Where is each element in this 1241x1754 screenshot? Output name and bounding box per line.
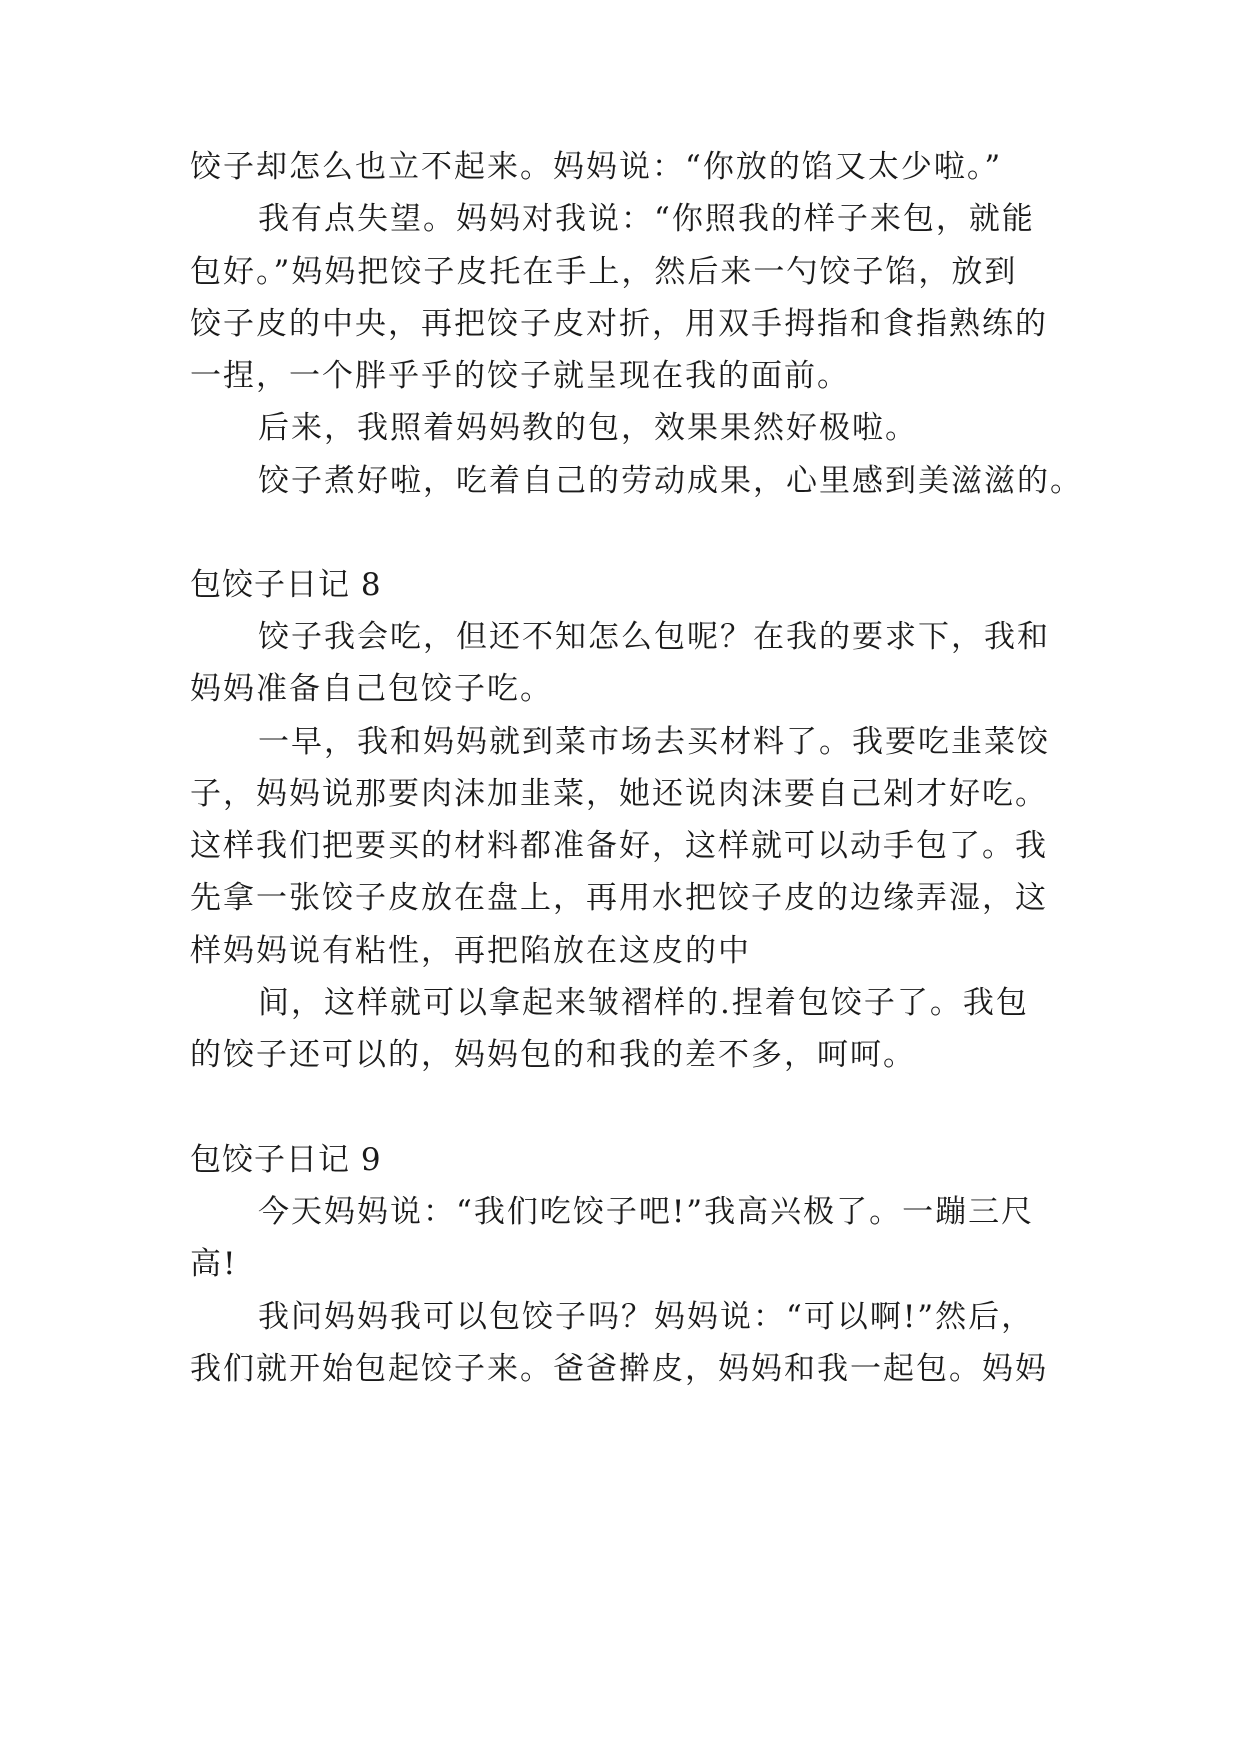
paragraph-line: 我们就开始包起饺子来。爸爸擀皮，妈妈和我一起包。妈妈: [190, 1351, 1048, 1387]
paragraph-line: 间，这样就可以拿起来皱褶样的.捏着包饺子了。我包: [258, 985, 1029, 1021]
paragraph-line: 这样我们把要买的材料都准备好，这样就可以动手包了。我: [190, 828, 1048, 864]
paragraph-line: 先拿一张饺子皮放在盘上，再用水把饺子皮的边缘弄湿，这: [190, 880, 1048, 916]
paragraph-line: 一早，我和妈妈就到菜市场去买材料了。我要吃韭菜饺: [258, 724, 1050, 760]
section-heading: 包饺子日记 8: [190, 567, 382, 603]
paragraph-line: 今天妈妈说：“我们吃饺子吧!”我高兴极了。一蹦三尺: [258, 1194, 1035, 1230]
paragraph-line: 我问妈妈我可以包饺子吗？妈妈说：“可以啊!”然后，: [258, 1299, 1035, 1335]
paragraph-line: 饺子却怎么也立不起来。妈妈说：“你放的馅又太少啦。”: [190, 149, 1003, 185]
paragraph-line: 后来，我照着妈妈教的包，效果果然好极啦。: [258, 410, 918, 446]
paragraph-line: 饺子煮好啦，吃着自己的劳动成果，心里感到美滋滋的。: [258, 463, 1083, 499]
paragraph-line: 我有点失望。妈妈对我说：“你照我的样子来包，就能: [258, 201, 1035, 237]
paragraph-line: 妈妈准备自己包饺子吃。: [190, 671, 553, 707]
paragraph-line: 子，妈妈说那要肉沫加韭菜，她还说肉沫要自己剁才好吃。: [190, 776, 1048, 812]
paragraph-line: 高!: [190, 1246, 238, 1282]
section-heading: 包饺子日记 9: [190, 1142, 382, 1178]
paragraph-line: 饺子皮的中央，再把饺子皮对折，用双手拇指和食指熟练的: [190, 306, 1048, 342]
paragraph-line: 包好。”妈妈把饺子皮托在手上，然后来一勺饺子馅，放到: [190, 254, 1018, 290]
paragraph-line: 的饺子还可以的，妈妈包的和我的差不多，呵呵。: [190, 1037, 916, 1073]
paragraph-line: 样妈妈说有粘性，再把陷放在这皮的中: [190, 933, 751, 969]
paragraph-line: 一捏，一个胖乎乎的饺子就呈现在我的面前。: [190, 358, 850, 394]
paragraph-line: 饺子我会吃，但还不知怎么包呢？在我的要求下，我和: [258, 619, 1050, 655]
